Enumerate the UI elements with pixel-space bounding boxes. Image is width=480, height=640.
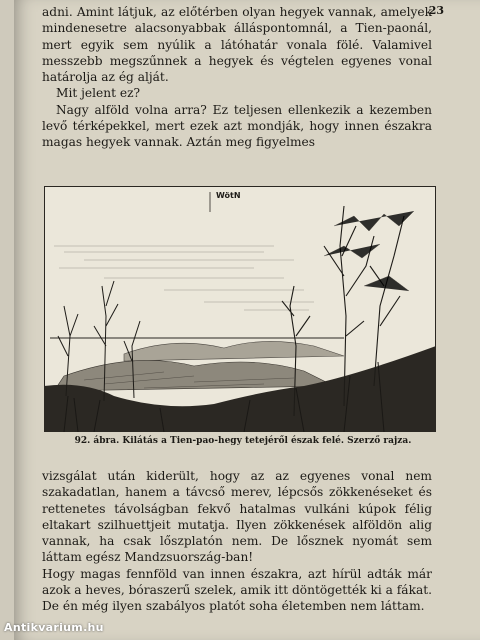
page-number: 23 (428, 4, 444, 17)
paragraph: adni. Amint látjuk, az előtérben olyan hegyek vannak, amelyek mindenesetre alacsonyabbak álláspontomnál, a Tien-paonál, mert egyik sem nyúlik a látóhatár vonala fölé. Valamivel messzebb megszűnnek a hegyek és végtelen egyenes vonal határolja az ég alját. (42, 5, 432, 85)
paragraph: Nagy alföld volna arra? Ez teljesen ellenkezik a kezemben levő térképekkel, mert ezek azt mondják, hogy innen északra magas hegyek vannak. Aztán meg figyelmes (42, 102, 432, 150)
watermark: Antikvarium.hu (4, 621, 104, 634)
compass-label: WötN (216, 191, 241, 200)
text-block-bottom (42, 468, 432, 615)
landscape-drawing (44, 186, 436, 432)
book-page (14, 0, 480, 640)
paragraph: Mit jelent ez? (56, 86, 141, 101)
paragraph: vizsgálat után kiderült, hogy az az egyenes vonal nem szakadatlan, hanem a távcső merev, lépcsős zökkenéseket és rettenetes távolságban fekvő hatalmas vulkáni kúpok félig eltakart szilhuettjeit mutatja. Ilyen zökkenések alföldön alig vannak, ha csak lőszplatón nem. De lősznek nyomát sem láttam egész Mandzsuország-ban! (42, 469, 432, 565)
figure-caption: 92. ábra. Kilátás a Tien-pao-hegy tetejéről észak felé. Szerző rajza. (74, 436, 412, 446)
paragraph: Hogy magas fennföld van innen északra, azt hírül adták már azok a heves, bóraszerű szelek, amik itt döntögették ki a fákat. De én még ilyen szabályos platót soha életemben nem láttam. (42, 566, 432, 614)
landscape-illustration (44, 186, 436, 432)
text-block-top (42, 4, 432, 151)
